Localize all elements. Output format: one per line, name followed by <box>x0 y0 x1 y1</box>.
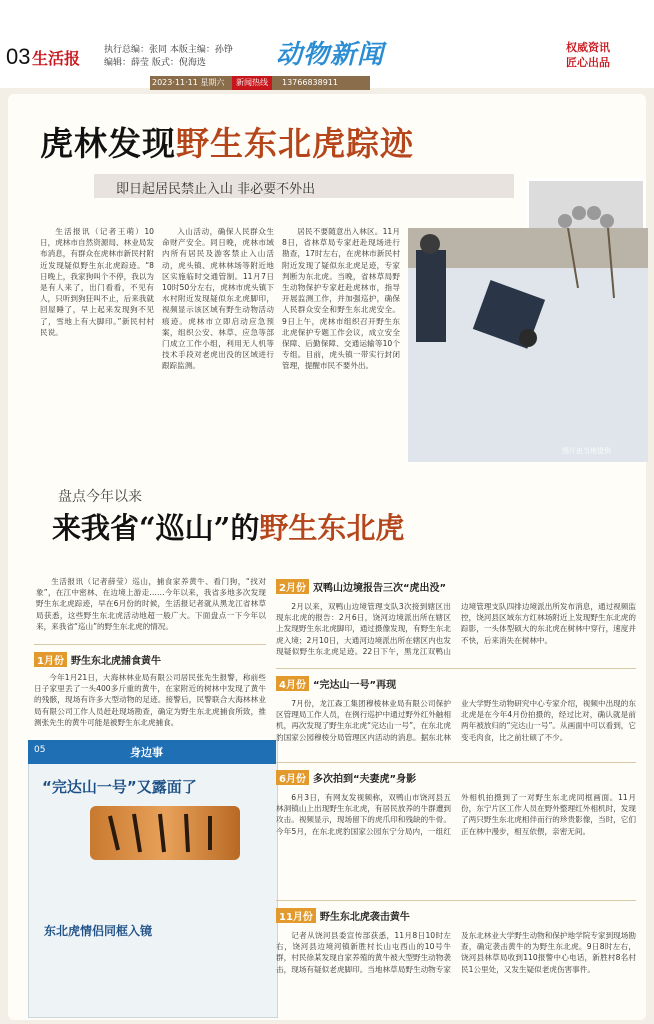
month-tag: 4月份 <box>276 676 309 691</box>
month-tag: 2月份 <box>276 579 309 594</box>
section-body: 记者从饶河县委宣传部获悉，11月8日10时左右，饶河县边境河镇新胜村长山屯西山的10号牛群，村民徐某发现自家养殖的黄牛被大型野生动物袭击，现场有疑似老虎脚印。当地林草局野生动物专家及东北林业大学野生动物和保护地学院专家到现场勘查，确定袭击黄牛的为野生东北虎。9日8时左右，饶河县林草局收到110报警中心电话，新胜村8名村民1公里处，又发生疑似老虎伤害事件。 <box>276 931 636 974</box>
section-heading <box>276 767 636 786</box>
section-title: 双鸭山边境报告三次“虎出没” <box>312 583 447 594</box>
headline-red: 野生东北虎踪迹 <box>176 124 414 163</box>
article1-column-3: 居民不要随意出入林区。11月8日，省林草局专家赶赴现场进行勘查，17时左右，在虎林市新民村附近发现了疑似东北虎足迹，专家判断为东北虎。当晚，省林草局野生动物保护专家赶赴虎林市，指导开展监测工作，并加强巡护，确保人民群众安全和野生东北虎安全。9日上午，虎林市组织召开野生东北虎保护专题工作会议，成立安全保障、后勤保障、交通运输等10个专组。目前，虎头镇一带实行封闭管理，提醒市民不要外出。 <box>282 227 400 371</box>
section-heading <box>34 649 266 668</box>
section-heading <box>276 576 636 595</box>
paper-name: 生活报 <box>32 49 81 68</box>
section-divider <box>276 900 636 901</box>
tiger-icon <box>90 806 240 860</box>
section-title: 动物新闻 <box>276 40 385 70</box>
section-divider <box>276 762 636 763</box>
section-body: 7月份，龙江森工集团穆棱林业局有限公司保护区管理局工作人员，在例行巡护中通过野外红外触相机，再次发现了野生东北虎“完达山一号”，在东北虎豹国家公园穆棱分局管理区内活动的消息。据东北林业大学野生动物研究中心专家介绍，视频中出现的东北虎是在今年4月份拍摄的，经过比对，确认就是前两年被放归的“完达山一号”。从画面中可以看到，它变毛肉食，比之前壮硕了不少。 <box>276 699 636 742</box>
issue-date: 2023·11·11 星期六 <box>152 78 225 87</box>
article1-column-1: 生活报讯（记者王萌）10日，虎林市自然资源局、林业局发布消息，有群众在虎林市新民村附近发现疑似野生东北虎踪迹。“8日晚上，我家狗叫个不停，我以为是有人来了，出门看看，不见有人，只听到狗狂叫不止，后来我就回屋睡了，早上起来发现狗不见了，雪地上有大脚印。”新民村村民说。 <box>40 227 154 337</box>
section-divider <box>276 668 636 669</box>
people-in-snow-icon <box>408 228 648 462</box>
staff-line-2: 编辑：薛莹 版式：倪海选 <box>104 58 206 68</box>
article1-subheadline: 即日起居民禁止入山 非必要不外出 <box>116 182 316 197</box>
staff-credits <box>104 44 233 70</box>
section-body: 2月以来，双鸭山边境管理支队3次接到辖区出现东北虎的报告：2月6日，饶河边境派出所在辖区上发现野生东北虎脚印，通过摄像发现，有野生东北虎入境；2月10日，大通河边境派出所在辖区内也发现疑似野生东北虎足迹。22日下午，黑龙江双鸭山边境管理支队四排边境派出所发布消息，通过视频监控，饶河县区域东方红林场附近上发现野生东北虎的踪影，一头体型硕大的东北虎在树林中穿行，速度并不快，后来消失在树林中。 <box>276 602 636 656</box>
thumbnail-page-tag: 05 <box>34 745 46 755</box>
staff-line-1: 执行总编：张同 本版主编：孙铮 <box>104 45 233 55</box>
section-november <box>276 900 636 1020</box>
slogan-line-1: 权威资讯 <box>566 41 610 54</box>
headline-black: 来我省“巡山”的 <box>52 511 260 545</box>
section-february <box>276 576 636 673</box>
month-tag: 1月份 <box>34 652 67 667</box>
month-tag: 11月份 <box>276 908 316 923</box>
section-title: “完达山一号”再现 <box>312 680 397 691</box>
hotline-label: 新闻热线 <box>232 76 272 90</box>
article2-headline <box>52 506 404 547</box>
section-april <box>276 668 636 764</box>
headline-black: 虎林发现 <box>40 124 176 163</box>
thumbnail-headline: “完达山一号”又露面了 <box>42 778 197 796</box>
section-heading <box>276 673 636 692</box>
thumbnail-subhead: 东北虎情侣同框入镜 <box>44 924 153 938</box>
tiger-photo <box>90 806 240 860</box>
section-body: 6月3日，有网友发视频称，双鸭山市饶河县五林洞镇山上出现野生东北虎，有居民放养的牛群遭到攻击。视频显示，现场留下的虎爪印和残缺的牛骨。今年5月，在东北虎豹国家公园东宁分局内，一组红外相机拍摄到了一对野生东北虎同框画面。11月份，东宁片区工作人员在野外整理红外相机时，发现了两只野生东北虎相伴而行的珍贵影像，当时，它们正在林中漫步，相互依偎，亲密无间。 <box>276 793 636 836</box>
article1-column-2: 入山活动，确保人民群众生命财产安全。同日晚，虎林市域内所有居民及游客禁止入山活动，虎头镇、虎林林场等附近地区实施临时交通管制。11月7日10时50分左右，虎林市虎头镇下水村附近发现疑似东北虎脚印，视频显示该区域有野生动物活动痕迹。虎林市立即启动应急预案，组织公安、林草、应急等部门成立工作小组，利用无人机等技术手段对老虎出没的区域进行跟踪监测。 <box>162 227 274 371</box>
section-divider <box>34 644 266 645</box>
section-title: 野生东北虎捕食黄牛 <box>70 656 161 667</box>
section-title: 野生东北虎袭击黄牛 <box>319 912 410 923</box>
field-inspection-photo <box>408 228 648 462</box>
section-january <box>34 644 266 738</box>
article2-kicker: 盘点今年以来 <box>58 489 142 505</box>
section-june <box>276 762 636 892</box>
section-body: 今年1月21日，大海林林业局有限公司居民张先生报警，称前些日子家里丢了一头400多斤重的黄牛，在家附近的树林中发现了黄牛的残骸，现场有许多大型动物的足迹。接警后，民警联合大海林林业局有限公司工作人员赶赴现场勘查，确定为野生东北虎捕食所致，推测张先生的黄牛可能是被野生东北虎捕食。 <box>34 673 266 727</box>
page-number: 03 <box>6 44 31 69</box>
slogan <box>566 40 610 70</box>
photo-caption: 图片由当地提供 <box>562 447 611 455</box>
hotline-number: 13766838911 <box>282 78 338 87</box>
thumbnail-section-header: 身边事 <box>130 746 163 759</box>
section-title: 多次拍到“夫妻虎”身影 <box>312 774 417 785</box>
article2-intro: 生活报讯（记者薛莹）巡山，捕食家养黄牛、看门狗，“找对象”，在江中密林、在边境上游走……今年以来，我省多地多次发现野生东北虎踪迹，早在6月份的时候，生活报记者就从黑龙江省林草局获悉，这些野生东北虎活动地超一般广大。下面盘点一下今年以来，来我省“巡山”的野生东北虎的情况。 <box>36 577 266 631</box>
article1-headline <box>40 118 414 165</box>
slogan-line-2: 匠心出品 <box>566 56 610 69</box>
section-heading <box>276 905 636 924</box>
month-tag: 6月份 <box>276 770 309 785</box>
headline-red: 野生东北虎 <box>259 511 405 545</box>
